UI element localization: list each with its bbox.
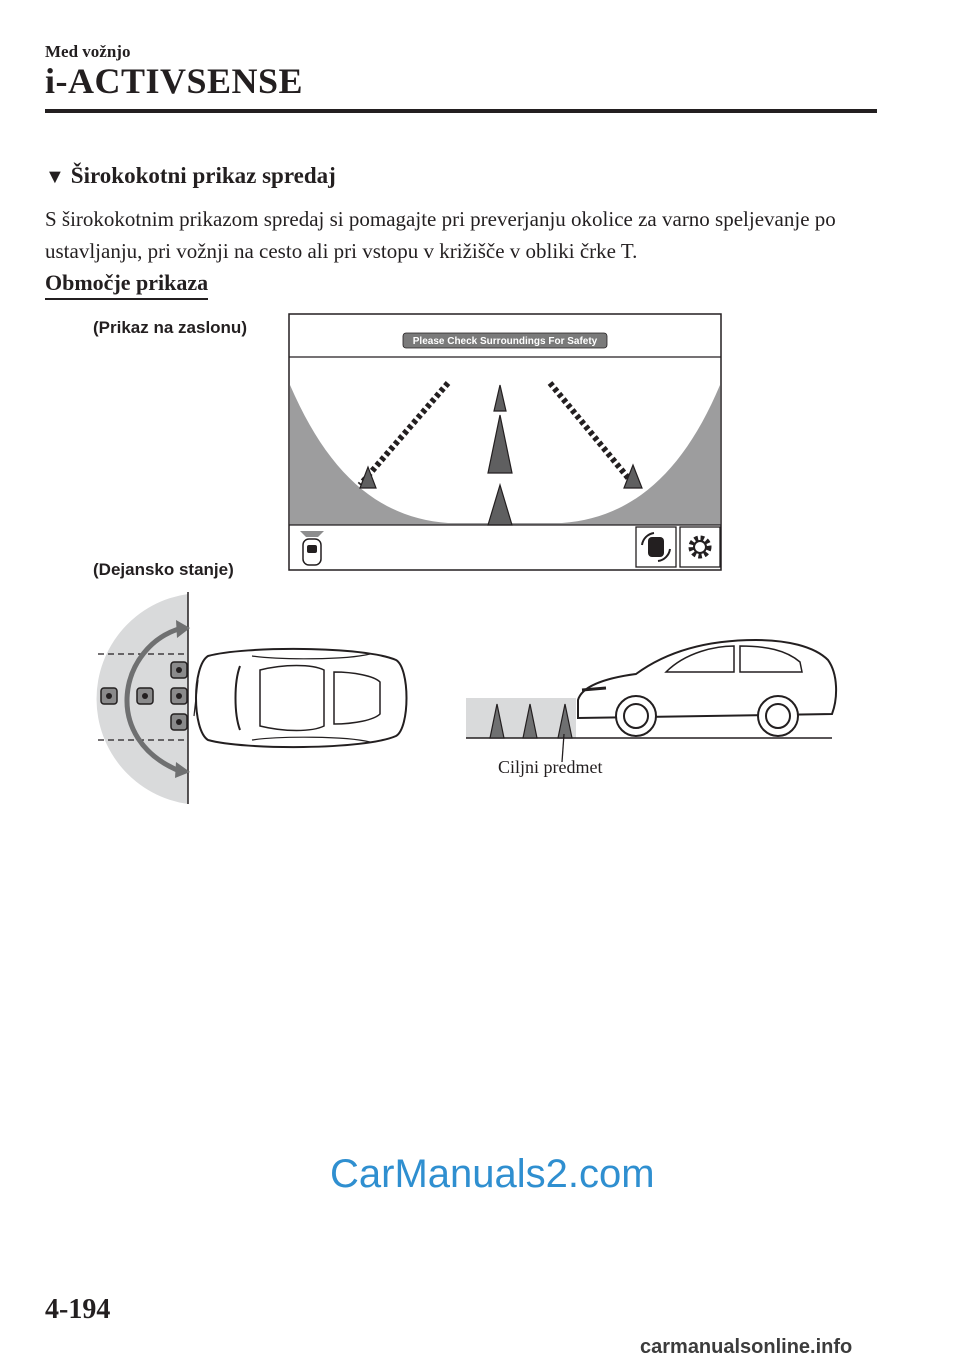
page-number: 4-194 xyxy=(45,1294,111,1325)
car-top-view xyxy=(194,649,407,747)
camera-switch-icon[interactable] xyxy=(636,527,676,567)
screen-display-label: (Prikaz na zaslonu) xyxy=(93,318,247,337)
side-view-illustration xyxy=(466,628,846,743)
section-heading xyxy=(45,163,336,189)
camera-screen-illustration xyxy=(288,313,722,571)
section-body: S širokokotnim prikazom spredaj si pomagajte pri preverjanju okolice za varno speljevanje po ustavljanju, pri vožnji na cesto ali pri vstopu v križišče v obliki črke T. xyxy=(45,207,836,263)
safety-banner-text: Please Check Surroundings For Safety xyxy=(412,336,598,347)
car-side-view xyxy=(578,640,836,736)
footer-site-watermark: carmanualsonline.info xyxy=(640,1336,853,1358)
section-title: Širokokotni prikaz spredaj xyxy=(70,163,336,188)
gear-icon[interactable] xyxy=(680,527,720,567)
top-view-illustration xyxy=(84,590,414,806)
chapter-title: i-ACTIVSENSE xyxy=(45,61,304,101)
watermark: CarManuals2.com xyxy=(330,1152,655,1196)
display-area-subheading: Območje prikaza xyxy=(45,270,208,300)
safety-banner xyxy=(403,333,607,348)
chapter-divider xyxy=(45,109,877,113)
actual-situation-label: (Dejansko stanje) xyxy=(93,560,234,579)
target-object-label: Ciljni predmet xyxy=(498,757,603,777)
section-marker-icon: ▼ xyxy=(45,166,65,188)
breadcrumb: Med vožnjo xyxy=(45,42,131,61)
